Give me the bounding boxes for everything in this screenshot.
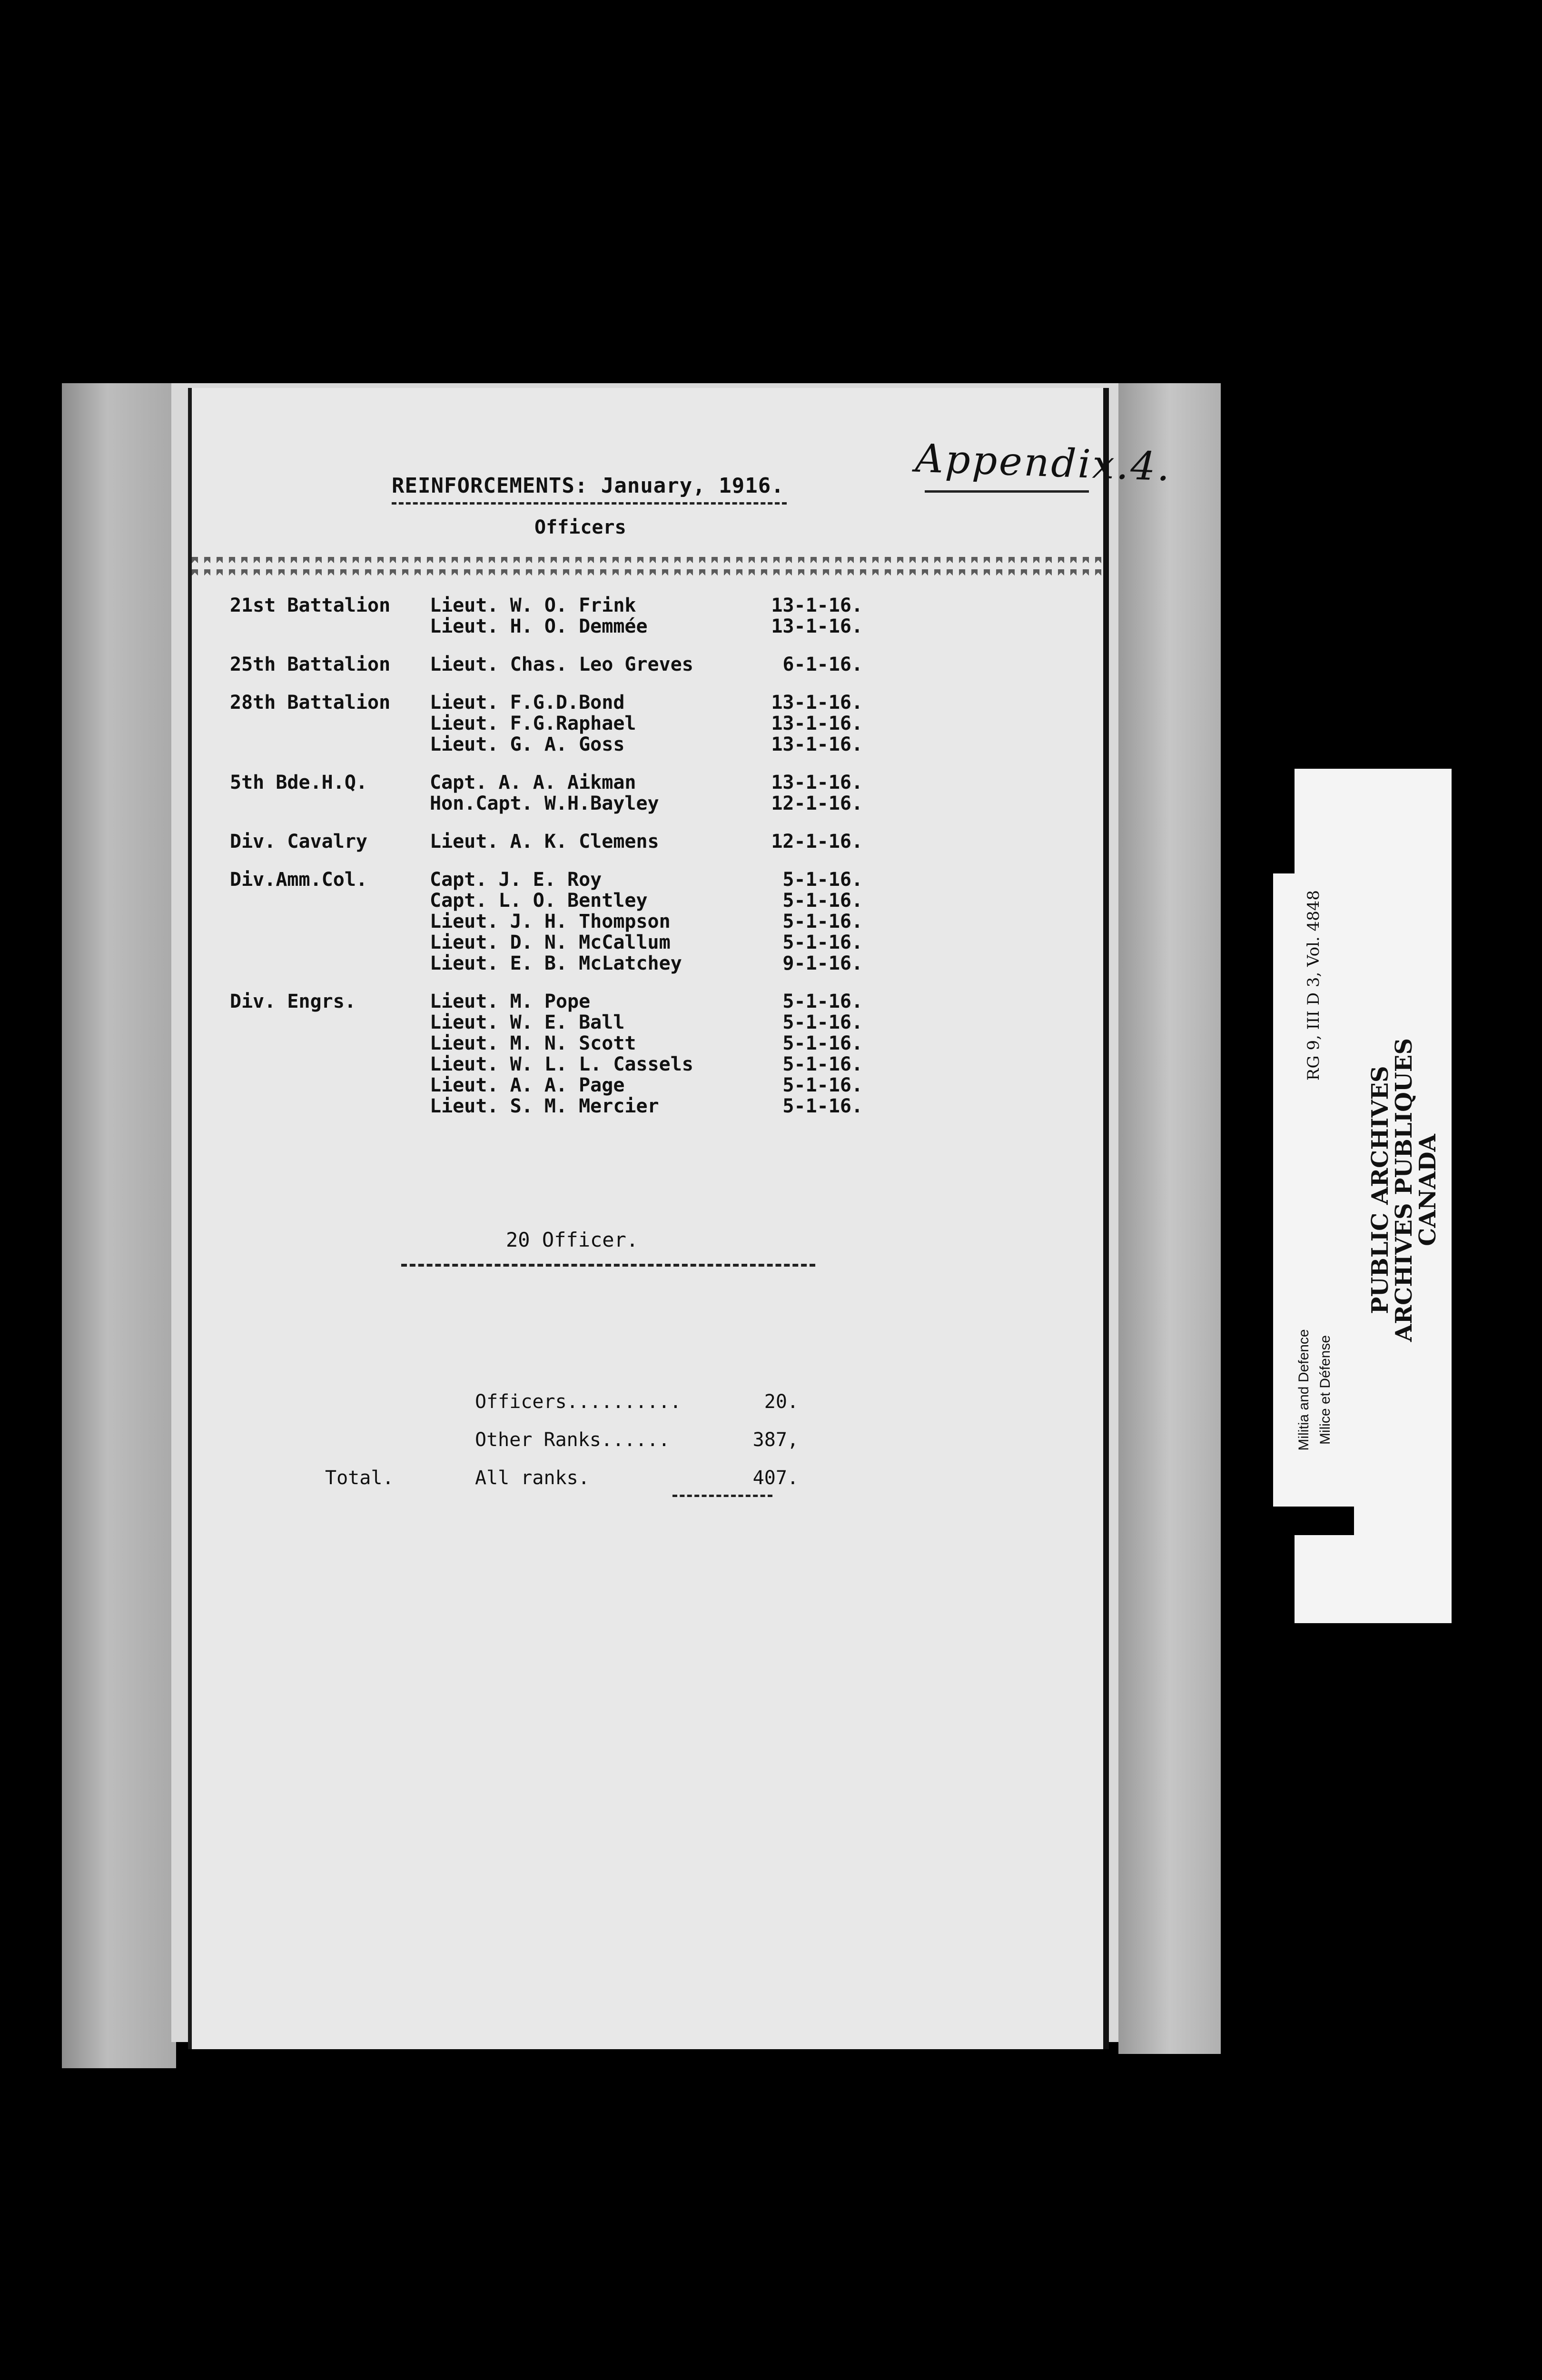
totals-summary — [325, 1383, 849, 1497]
arrival-date: 6-1-16. — [782, 654, 863, 675]
arrival-date: 13-1-16. — [771, 692, 863, 714]
summary-row-officers — [325, 1383, 849, 1421]
arrival-date: 13-1-16. — [771, 772, 863, 793]
officer-name: Capt. J. E. Roy — [430, 869, 602, 891]
officer-name: Lieut. M. Pope — [430, 991, 591, 1012]
arrival-date: 5-1-16. — [782, 1032, 863, 1054]
other-ranks-value: 387, — [752, 1429, 799, 1451]
count-divider — [401, 1264, 815, 1267]
roster-group — [230, 595, 1039, 637]
roster-entry — [430, 1054, 1039, 1075]
film-strip-left — [62, 383, 176, 2068]
unit-name: 21st Battalion — [230, 595, 391, 616]
officer-name: Capt. L. O. Bentley — [430, 890, 648, 912]
officer-name: Lieut. F.G.D.Bond — [430, 692, 625, 714]
archive-card-tab-bottom — [1295, 1535, 1452, 1623]
roster-entry — [430, 772, 1039, 793]
archives-name-english: PUBLIC ARCHIVES — [1367, 1066, 1394, 1314]
officer-name: Lieut. W. E. Ball — [430, 1012, 625, 1033]
unit-name: 5th Bde.H.Q. — [230, 772, 367, 793]
roster-entry — [430, 692, 1039, 713]
roster-entry — [430, 1075, 1039, 1096]
arrival-date: 13-1-16. — [771, 595, 863, 616]
roster-entry — [430, 1012, 1039, 1033]
roster-group — [230, 831, 1039, 852]
total-underline — [672, 1495, 772, 1497]
perforation-divider — [192, 557, 1103, 581]
roster-entry — [430, 869, 1039, 890]
officers-label: Officers.......... — [475, 1391, 682, 1413]
roster-entry — [430, 616, 1039, 637]
film-strip-right — [1118, 383, 1221, 2054]
unit-entries — [430, 595, 1039, 637]
document-title: REINFORCEMENTS: January, 1916. — [392, 474, 784, 498]
arrival-date: 13-1-16. — [771, 734, 863, 755]
officer-name: Lieut. A. A. Page — [430, 1074, 625, 1096]
summary-row-total — [325, 1459, 849, 1497]
unit-name: 25th Battalion — [230, 654, 391, 675]
arrival-date: 5-1-16. — [782, 991, 863, 1012]
unit-name: Div. Cavalry — [230, 831, 367, 853]
roster-entry — [430, 831, 1039, 852]
archives-name-french: ARCHIVES PUBLIQUES — [1391, 1038, 1417, 1342]
title-underline — [392, 502, 787, 505]
officer-name: Lieut. H. O. Demmée — [430, 615, 648, 637]
roster-entry — [430, 654, 1039, 675]
officer-name: Lieut. S. M. Mercier — [430, 1095, 659, 1117]
other-ranks-label: Other Ranks...... — [475, 1429, 670, 1451]
roster-entry — [430, 890, 1039, 911]
arrival-date: 9-1-16. — [782, 952, 863, 974]
roster-entry — [430, 1096, 1039, 1117]
arrival-date: 5-1-16. — [782, 1012, 863, 1033]
archive-reference: RG 9, III D 3, Vol. 4848 — [1304, 890, 1323, 1081]
all-ranks-label: All ranks. — [475, 1467, 590, 1489]
roster-group — [230, 991, 1039, 1117]
roster-entry — [430, 595, 1039, 616]
officer-roster — [230, 595, 1039, 1134]
officer-name: Lieut. M. N. Scott — [430, 1032, 636, 1054]
unit-entries — [430, 869, 1039, 974]
summary-row-other-ranks — [325, 1421, 849, 1459]
unit-entries — [430, 692, 1039, 755]
all-ranks-value: 407. — [752, 1467, 799, 1489]
total-label: Total. — [325, 1467, 394, 1489]
roster-entry — [430, 793, 1039, 814]
roster-entry — [430, 932, 1039, 953]
roster-entry — [430, 1033, 1039, 1054]
roster-entry — [430, 911, 1039, 932]
roster-group — [230, 654, 1039, 675]
arrival-date: 5-1-16. — [782, 890, 863, 912]
unit-entries — [430, 991, 1039, 1117]
arrival-date: 5-1-16. — [782, 1074, 863, 1096]
roster-entry — [430, 953, 1039, 974]
officer-name: Capt. A. A. Aikman — [430, 772, 636, 793]
officer-name: Lieut. D. N. McCallum — [430, 932, 671, 953]
officer-name: Lieut. J. H. Thompson — [430, 911, 671, 932]
arrival-date: 5-1-16. — [782, 911, 863, 932]
arrival-date: 5-1-16. — [782, 1095, 863, 1117]
officers-value: 20. — [764, 1391, 799, 1413]
roster-entry — [430, 713, 1039, 734]
officer-name: Lieut. G. A. Goss — [430, 734, 625, 755]
handwritten-underline — [925, 490, 1089, 493]
roster-group — [230, 692, 1039, 755]
officer-name: Lieut. F.G.Raphael — [430, 713, 636, 734]
arrival-date: 5-1-16. — [782, 932, 863, 953]
document-subtitle: Officers — [534, 516, 626, 538]
officer-name: Lieut. W. L. L. Cassels — [430, 1053, 693, 1075]
unit-entries — [430, 772, 1039, 814]
roster-entry — [430, 991, 1039, 1012]
unit-entries — [430, 831, 1039, 852]
officer-count: 20 Officer. — [506, 1228, 639, 1251]
unit-name: Div.Amm.Col. — [230, 869, 367, 891]
unit-name: 28th Battalion — [230, 692, 391, 714]
officer-name: Lieut. W. O. Frink — [430, 595, 636, 616]
arrival-date: 13-1-16. — [771, 615, 863, 637]
arrival-date: 5-1-16. — [782, 869, 863, 891]
roster-group — [230, 869, 1039, 974]
officer-name: Lieut. A. K. Clemens — [430, 831, 659, 853]
unit-name: Div. Engrs. — [230, 991, 356, 1012]
arrival-date: 12-1-16. — [771, 831, 863, 853]
handwritten-appendix-note: Appendix.4. — [914, 436, 1173, 490]
arrival-date: 12-1-16. — [771, 793, 863, 814]
department-english: Militia and Defence — [1296, 1329, 1312, 1451]
arrival-date: 5-1-16. — [782, 1053, 863, 1075]
archives-country: CANADA — [1414, 1134, 1441, 1246]
document-sheet — [188, 388, 1173, 2049]
roster-entry — [430, 734, 1039, 755]
unit-entries — [430, 654, 1039, 675]
officer-name: Lieut. E. B. McLatchey — [430, 952, 682, 974]
officer-name: Hon.Capt. W.H.Bayley — [430, 793, 659, 814]
roster-group — [230, 772, 1039, 814]
arrival-date: 13-1-16. — [771, 713, 863, 734]
officer-name: Lieut. Chas. Leo Greves — [430, 654, 693, 675]
department-french: Milice et Défense — [1317, 1335, 1333, 1445]
